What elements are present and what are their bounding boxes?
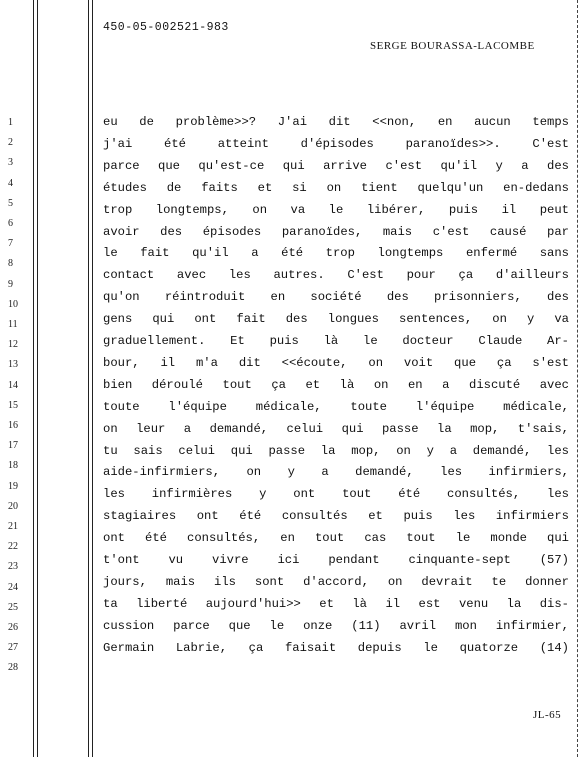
transcript-line: cussion parce que le onze (11) avril mon infirmier, bbox=[103, 618, 569, 633]
transcript-line: eu de problème>>? J'ai dit <<non, en aucun temps bbox=[103, 115, 569, 129]
line-number: 5 bbox=[8, 197, 13, 209]
text-margin-rule bbox=[88, 0, 89, 757]
transcript-line: le fait qu'il a été trop longtemps enfermé sans bbox=[103, 246, 569, 261]
transcript-line: aide-infirmiers, on y a demandé, les infirmiers, bbox=[103, 465, 569, 480]
line-number: 22 bbox=[8, 541, 18, 553]
transcript-line: t'ont vu vivre ici pendant cinquante-sept (57) bbox=[103, 553, 569, 567]
transcript-line: tu sais celui qui passe la mop, on y a demandé, les bbox=[103, 443, 569, 458]
page-reference: JL-65 bbox=[533, 709, 562, 721]
line-number: 15 bbox=[8, 399, 18, 411]
line-number: 8 bbox=[8, 258, 13, 270]
line-number: 18 bbox=[8, 460, 18, 472]
line-number: 23 bbox=[8, 561, 18, 573]
transcript-line: ont été consultés, en tout cas tout le monde qui bbox=[103, 531, 569, 546]
line-number: 10 bbox=[8, 298, 18, 310]
transcript-line: trop longtemps, on va le libérer, puis il peut bbox=[103, 202, 569, 217]
line-number: 25 bbox=[8, 601, 18, 613]
transcript-line: bien déroulé tout ça et là on en a discuté avec bbox=[103, 377, 569, 392]
line-number: 27 bbox=[8, 642, 18, 654]
text-margin-rule-inner bbox=[92, 0, 93, 757]
line-number: 11 bbox=[8, 319, 18, 330]
line-number: 19 bbox=[8, 480, 18, 492]
line-number: 24 bbox=[8, 581, 18, 593]
transcript-line: études de faits et si on tient quelqu'un en-dedans bbox=[103, 180, 569, 195]
line-number: 28 bbox=[8, 662, 18, 674]
transcript-line: parce que qu'est-ce qui arrive c'est qu'il y a des bbox=[103, 158, 569, 173]
transcript-line: contact avec les autres. C'est pour ça d'ailleurs bbox=[103, 268, 569, 283]
line-number: 21 bbox=[8, 521, 18, 532]
transcript-line: stagiaires ont été consultés et puis les infirmiers bbox=[103, 509, 569, 524]
transcript-line: j'ai été atteint d'épisodes paranoïdes>>. C'est bbox=[103, 136, 569, 151]
left-margin-rule bbox=[33, 0, 34, 757]
line-number: 6 bbox=[8, 218, 13, 229]
line-number: 4 bbox=[8, 177, 13, 189]
transcript-line: gens qui ont fait des longues sentences, on y va bbox=[103, 312, 569, 327]
line-number: 26 bbox=[8, 622, 18, 633]
line-number: 9 bbox=[8, 278, 13, 290]
line-number: 12 bbox=[8, 339, 18, 351]
line-number: 1 bbox=[8, 117, 13, 128]
line-number: 3 bbox=[8, 157, 13, 169]
line-number: 13 bbox=[8, 359, 18, 371]
line-number: 7 bbox=[8, 238, 13, 250]
speaker-name: SERGE BOURASSA-LACOMBE bbox=[370, 40, 535, 52]
right-margin-rule bbox=[577, 0, 578, 757]
transcript-line: toute l'équipe médicale, toute l'équipe médicale, bbox=[103, 399, 569, 414]
transcript-line: les infirmières y ont tout été consultés, les bbox=[103, 487, 569, 502]
transcript-line: qu'on réintroduit en société des prisonniers, des bbox=[103, 290, 569, 305]
transcript-line: Germain Labrie, ça faisait depuis le quatorze (14) bbox=[103, 640, 569, 655]
transcript-line: graduellement. Et puis là le docteur Claude Ar- bbox=[103, 334, 569, 348]
line-number: 14 bbox=[8, 379, 18, 391]
transcript-line: ta liberté aujourd'hui>> et là il est venu la dis- bbox=[103, 596, 569, 611]
left-margin-rule-inner bbox=[37, 0, 38, 757]
line-number: 2 bbox=[8, 137, 13, 149]
line-number: 16 bbox=[8, 420, 18, 431]
transcript-line: bour, il m'a dit <<écoute, on voit que ça s'est bbox=[103, 355, 569, 370]
line-number: 17 bbox=[8, 440, 18, 452]
document-number: 450-05-002521-983 bbox=[103, 21, 229, 34]
transcript-line: avoir des épisodes paranoïdes, mais c'est causé par bbox=[103, 224, 569, 239]
line-number: 20 bbox=[8, 500, 18, 512]
transcript-line: jours, mais ils sont d'accord, on devrait te donner bbox=[103, 574, 569, 589]
transcript-line: on leur a demandé, celui qui passe la mop, t'sais, bbox=[103, 421, 569, 436]
